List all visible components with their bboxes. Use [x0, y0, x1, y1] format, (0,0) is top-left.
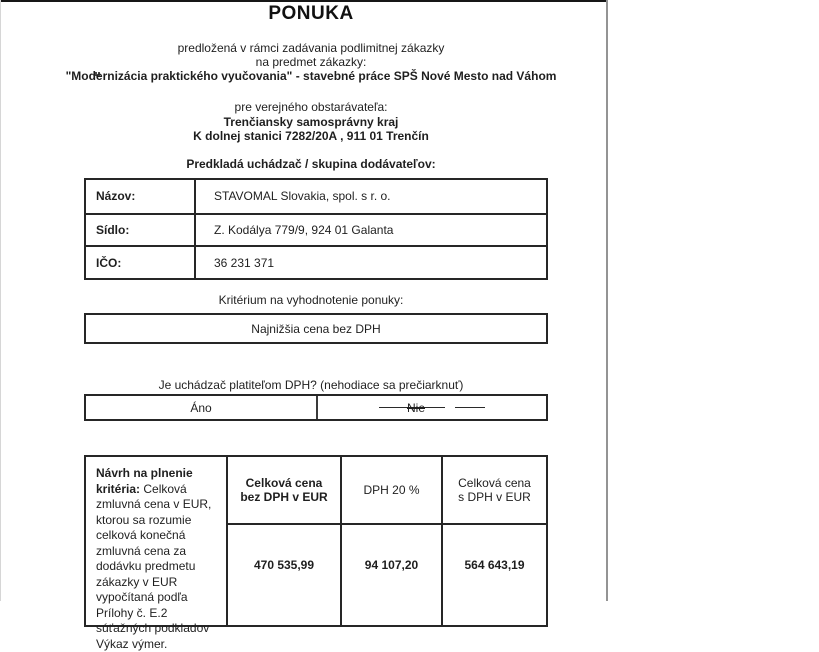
- intro-line-1: predložená v rámci zadávania podlimitnej zákazky: [177, 41, 445, 55]
- criterion-value: Najnižšia cena bez DPH: [251, 321, 381, 336]
- authority-name: Trenčiansky samosprávny kraj: [223, 115, 399, 129]
- strikethrough-line-right: [425, 407, 445, 409]
- page-left-edge-line: [0, 0, 1, 601]
- bidder-name-label: Názov:: [96, 189, 136, 204]
- strikethrough-line-left: [379, 407, 407, 409]
- column-header-vat: DPH 20 %: [340, 457, 441, 523]
- vat-yes-label: Áno: [190, 400, 212, 415]
- intro-line-2: na predmet zákazky:: [255, 55, 367, 69]
- vat-answer-box: [84, 394, 548, 421]
- strikethrough-line-right-2: [455, 407, 485, 409]
- document-title: PONUKA: [268, 3, 354, 24]
- bidder-info-table: [84, 178, 548, 280]
- vat-yes-cell: [86, 396, 316, 419]
- gross-price-value: 564 643,19: [441, 523, 546, 625]
- criterion-description-body: Celková zmluvná cena v EUR, ktorou sa rozumie celková konečná zmluvná cena za dodávku predmetu zákazky v EUR vypočítaná podľa Prílohy č. E.2 súťažných podkladov Výkaz výmer.: [96, 481, 212, 651]
- authority-label: pre verejného obstarávateľa:: [234, 100, 388, 114]
- vat-amount-value: 94 107,20: [340, 523, 441, 625]
- column-header-gross-price: Celková cena s DPH v EUR: [441, 457, 546, 523]
- vat-no-label-struck: Nie: [406, 400, 425, 415]
- bidder-section-heading: Predkladá uchádzač / skupina dodávateľov:: [186, 157, 436, 171]
- page-right-edge-line: [606, 0, 608, 601]
- vat-question: Je uchádzač platiteľom DPH? (nehodiace sa prečiarknuť): [158, 378, 464, 392]
- criterion-heading: Kritérium na vyhodnotenie ponuky:: [218, 293, 404, 307]
- column-header-net-price: Celková cena bez DPH v EUR: [226, 457, 340, 523]
- bidder-ico-value: 36 231 371: [194, 245, 546, 278]
- scan-top-edge-line: [0, 0, 608, 2]
- criterion-description-title: Návrh na plnenie kritéria:: [96, 466, 193, 496]
- bidder-address-value: Z. Kodálya 779/9, 924 01 Galanta: [194, 213, 546, 246]
- authority-address: K dolnej stanici 7282/20A , 911 01 Trenčín: [193, 129, 429, 143]
- vat-no-cell: [316, 396, 546, 419]
- net-price-value: 470 535,99: [226, 523, 340, 625]
- bidder-ico-label: IČO:: [86, 245, 194, 278]
- bidder-address-label: Sídlo:: [86, 213, 194, 246]
- criterion-value-box: [84, 313, 548, 344]
- criterion-description-cell: [86, 457, 226, 651]
- price-proposal-table: [84, 455, 548, 651]
- contract-subject: "Modernizácia praktického vyučovania" - stavebné práce SPŠ Nové Mesto nad Váhom: [65, 69, 557, 83]
- bidder-name-value: STAVOMAL Slovakia, spol. s r. o.: [194, 180, 546, 213]
